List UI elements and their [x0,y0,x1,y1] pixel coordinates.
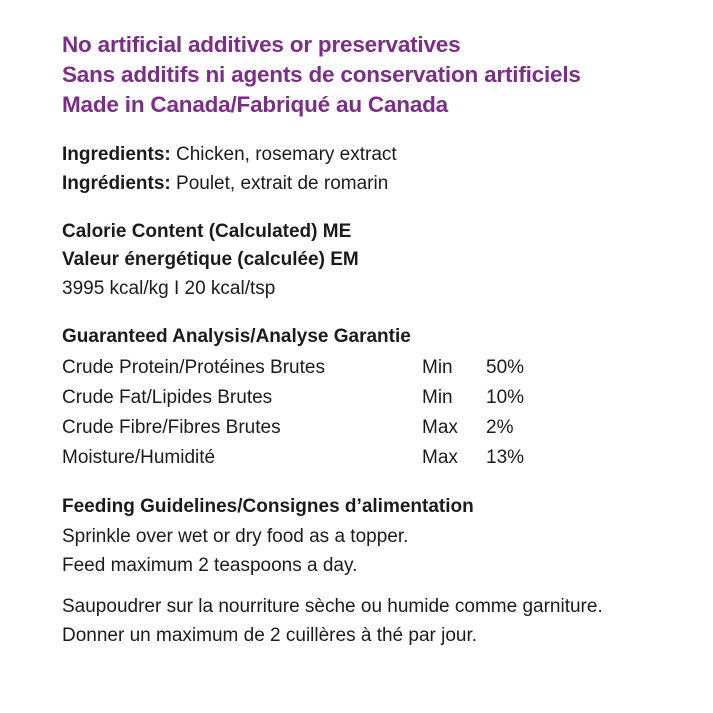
feeding-guidelines-fr [62,592,653,650]
table-row [62,413,556,443]
feeding-en-line-2: Feed maximum 2 teaspoons a day. [62,555,358,576]
ga-nutrient: Moisture/Humidité [62,447,216,468]
feeding-en-line-1: Sprinkle over wet or dry food as a topper. [62,526,409,547]
guaranteed-analysis-table [62,353,556,473]
headline-line-2: Sans additifs ni agents de conservation artificiels [62,62,581,87]
ingredients-section [62,140,653,198]
ingredients-text-en: Chicken, rosemary extract [176,144,397,165]
ga-limit: Min [422,387,453,408]
table-row [62,383,556,413]
guaranteed-analysis-heading: Guaranteed Analysis/Analyse Garantie [62,326,411,347]
ingredients-line-fr [62,169,653,198]
table-row [62,353,556,383]
ga-value: 50% [486,357,525,378]
calorie-value: 3995 kcal/kg I 20 kcal/tsp [62,278,276,299]
calorie-content-section [62,218,653,303]
guaranteed-analysis-section [62,323,653,473]
ga-value: 2% [486,417,514,438]
ga-limit: Min [422,357,453,378]
headline-line-1: No artificial additives or preservatives [62,32,461,57]
ga-nutrient: Crude Protein/Protéines Brutes [62,357,325,378]
ga-nutrient: Crude Fibre/Fibres Brutes [62,417,281,438]
feeding-fr-line-2: Donner un maximum de 2 cuillères à thé par jour. [62,625,478,646]
ingredients-label-en: Ingredients: [62,144,171,165]
table-row [62,443,556,473]
headline-block [62,30,653,120]
ga-limit: Max [422,447,458,468]
calorie-heading-fr: Valeur énergétique (calculée) EM [62,249,359,270]
feeding-spacer [62,580,653,592]
feeding-guidelines-section [62,493,653,650]
ga-value: 13% [486,447,525,468]
feeding-guidelines-en [62,522,653,580]
feeding-guidelines-heading: Feeding Guidelines/Consignes d’alimentation [62,496,474,517]
ingredients-line-en [62,140,653,169]
headline-line-3: Made in Canada/Fabriqué au Canada [62,92,448,117]
feeding-fr-line-1: Saupoudrer sur la nourriture sèche ou humide comme garniture. [62,596,603,617]
ingredients-label-fr: Ingrédients: [62,173,171,194]
ga-value: 10% [486,387,525,408]
calorie-heading-en: Calorie Content (Calculated) ME [62,221,352,242]
ingredients-text-fr: Poulet, extrait de romarin [176,173,389,194]
ga-limit: Max [422,417,458,438]
ga-nutrient: Crude Fat/Lipides Brutes [62,387,273,408]
